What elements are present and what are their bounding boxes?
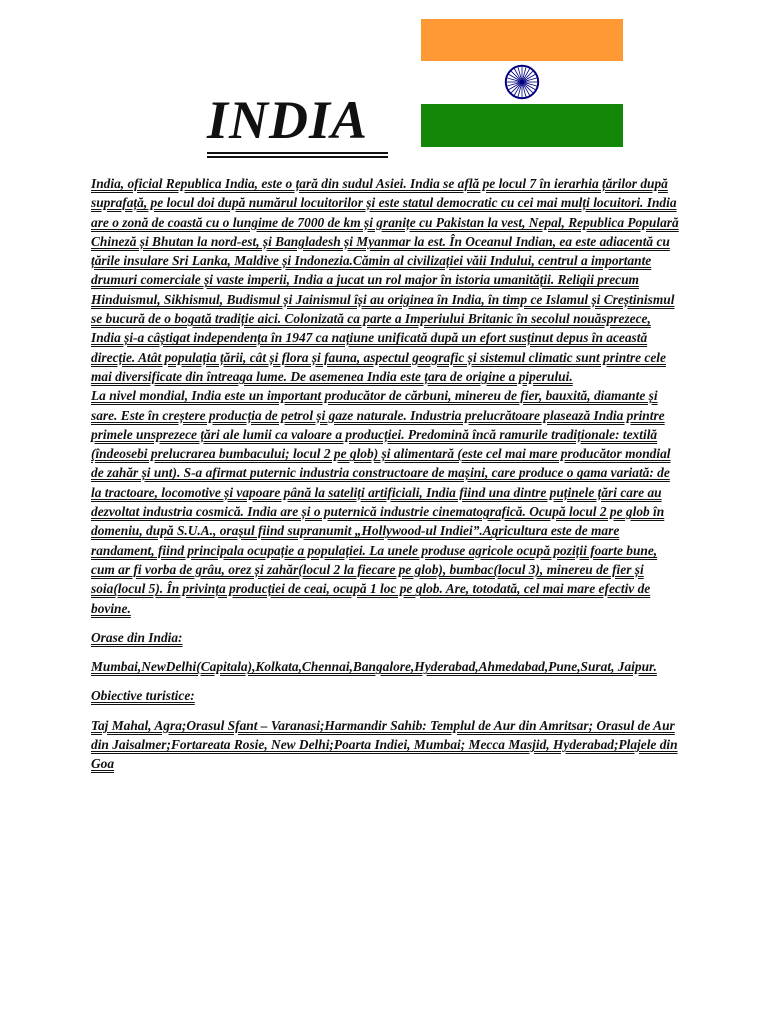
flag-green-band [421, 104, 623, 147]
document-body [91, 174, 681, 774]
flag-saffron-band [421, 19, 623, 61]
cities-heading-text: Orase din India: [91, 629, 183, 645]
intro-paragraph-text: India, oficial Republica India, este o țară din sudul Asiei. India se află pe locul 7 în ierarhia țărilor după suprafață, pe locul doi după numărul locuitorilor și este statul democratic cu cei mai mulți locuitori. India are o zonă de coastă cu o lungime de 7000 de km și granițe cu Pakistan la vest, Nepal, Republica Populară Chineză și Bhutan la nord-est, și Bangladesh și Myanmar la est. În Oceanul Indian, ea este adiacentă cu țările insulare Sri Lanka, Maldive și Indonezia.Cămin al civilizației văii Indului, centrul a importante drumuri comerciale și vaste imperii, India a jucat un rol major în istoria umanității. Religii precum Hinduismul, Sikhismul, Budismul și Jainismul își au originea în India, în timp ce Islamul și Creștinismul se bucură de o bogată tradiție aici. Colonizată ca parte a Imperiului Britanic în secolul nouăsprezece, India și-a câștigat independența în 1947 ca națiune unificată după un efort susținut depus în această direcție. Atât populația țării, cât și flora și fauna, aspectul geografic și sistemul climatic sunt printre cele mai diversificate din întreaga lume. De asemenea India este țara de origine a piperului. [91, 176, 679, 384]
sights-list-text: Taj Mahal, Agra;Orasul Sfant – Varanasi;Harmandir Sahib: Templul de Aur din Amritsar; Orasul de Aur din Jaisalmer;Fortareata Rosie, New Delhi;Poarta Indiei, Mumbai; Mecca Masjid, Hyderabad;Plajele din Goa [91, 717, 678, 772]
sights-heading [91, 686, 681, 705]
cities-heading [91, 628, 681, 647]
economy-paragraph [91, 386, 681, 618]
ashoka-chakra-icon [504, 64, 540, 100]
sights-list [91, 716, 681, 774]
sights-heading-text: Obiective turistice: [91, 688, 195, 704]
economy-paragraph-text: La nivel mondial, India este un important producător de cărbuni, minereu de fier, bauxită, diamante și sare. Este în creștere producția de petrol și gaze naturale. Industria prelucrătoare plasează India printre primele unsprezece țări ale lumii ca valoare a producției. Predomină încă ramurile tradiționale: textilă (îndeosebi prelucrarea bumbacului; locul 2 pe glob) și alimentară (este cel mai mare producător mondial de zahăr și unt). S-a afirmat puternic industria constructoare de mașini, care produce o gama variată: de la tractoare, locomotive și vapoare până la sateliți artificiali, India fiind una dintre puținele țări care au dezvoltat industria cosmică. India are și o puternică industrie cinematografică. Ocupă locul 2 pe glob în domeniu, după S.U.A., orașul fiind supranumit „Hollywood-ul Indiei”.Agricultura este de mare randament, fiind principala ocupație a populației. La unele produse agricole ocupă poziții foarte bune, cum ar fi vorba de grâu, orez și zahăr(locul 2 la fiecare pe glob), bumbac(locul 3), minereu de fier și soia(locul 5). În privința producției de ceai, ocupă 1 loc pe glob. Are, totodată, cel mai mare efectiv de bovine. [91, 388, 671, 616]
chakra-hub [519, 79, 524, 84]
title-underline-second [207, 156, 388, 158]
cities-list [91, 657, 681, 676]
page-title: INDIA [207, 90, 369, 150]
india-flag [421, 19, 623, 147]
title-underline [207, 152, 388, 154]
intro-paragraph [91, 174, 681, 386]
cities-list-text: Mumbai,NewDelhi(Capitala),Kolkata,Chennai,Bangalore,Hyderabad,Ahmedabad,Pune,Surat, Jaipur. [91, 659, 657, 675]
